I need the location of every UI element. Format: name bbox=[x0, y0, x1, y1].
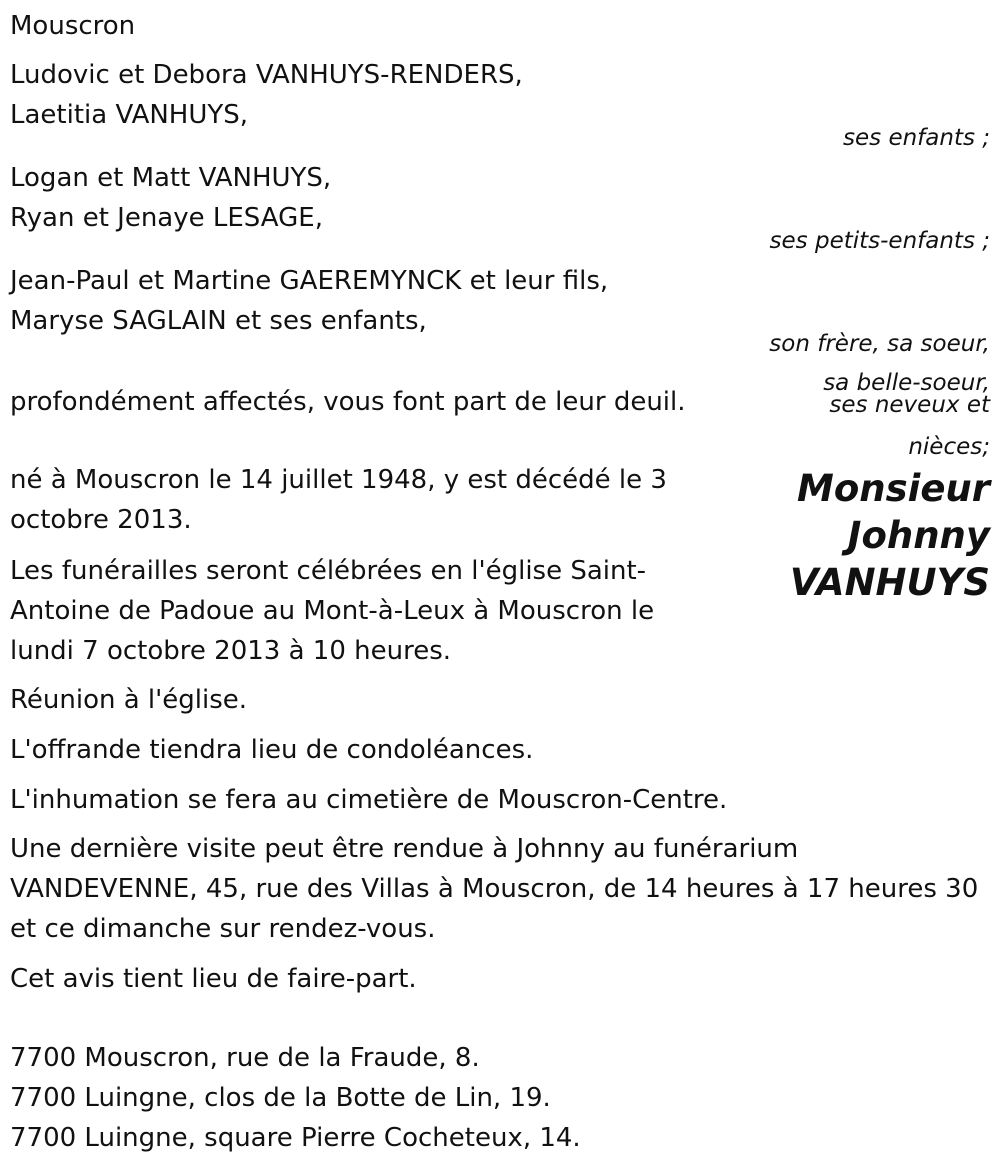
funeral-line-3: lundi 7 octobre 2013 à 10 heures. bbox=[10, 636, 452, 666]
inlaws-label-2: ses neveux et bbox=[829, 392, 990, 418]
deceased-title: Monsieur bbox=[797, 467, 990, 510]
siblings-label: son frère, sa soeur, bbox=[769, 331, 990, 357]
funeral-line-2: Antoine de Padoue au Mont-à-Leux à Mouscron le bbox=[10, 596, 655, 626]
city-heading: Mouscron bbox=[10, 11, 136, 41]
address-3: 7700 Luingne, square Pierre Cocheteux, 14. bbox=[10, 1123, 581, 1153]
address-2: 7700 Luingne, clos de la Botte de Lin, 19. bbox=[10, 1083, 551, 1113]
notice: Cet avis tient lieu de faire-part. bbox=[10, 964, 417, 994]
inlaws-label-1: sa belle-soeur, bbox=[823, 370, 990, 396]
children-label: ses enfants ; bbox=[843, 125, 990, 151]
siblings-line-2: Maryse SAGLAIN et ses enfants, bbox=[10, 306, 427, 336]
siblings-line-1: Jean-Paul et Martine GAEREMYNCK et leur fils, bbox=[10, 266, 609, 296]
children-line-2: Laetitia VANHUYS, bbox=[10, 100, 249, 130]
announcement: profondément affectés, vous font part de leur deuil. bbox=[10, 387, 686, 417]
grandchildren-line-2: Ryan et Jenaye LESAGE, bbox=[10, 203, 323, 233]
burial-info: L'inhumation se fera au cimetière de Mouscron-Centre. bbox=[10, 785, 728, 815]
deceased-last-name: VANHUYS bbox=[789, 561, 990, 604]
deceased-name bbox=[790, 465, 990, 606]
offering-info: L'offrande tiendra lieu de condoléances. bbox=[10, 735, 534, 765]
meeting-info: Réunion à l'église. bbox=[10, 685, 248, 715]
inlaws-label-3: nièces; bbox=[908, 434, 990, 460]
funeral-line-1: Les funérailles seront célébrées en l'église Saint- bbox=[10, 556, 647, 586]
address-1: 7700 Mouscron, rue de la Fraude, 8. bbox=[10, 1043, 480, 1073]
birth-line-2: octobre 2013. bbox=[10, 505, 192, 535]
grandchildren-line-1: Logan et Matt VANHUYS, bbox=[10, 163, 332, 193]
children-line-1: Ludovic et Debora VANHUYS-RENDERS, bbox=[10, 60, 523, 90]
visit-line-3: et ce dimanche sur rendez-vous. bbox=[10, 914, 436, 944]
grandchildren-label: ses petits-enfants ; bbox=[769, 228, 990, 254]
deceased-first-name: Johnny bbox=[847, 514, 990, 557]
visit-line-2: VANDEVENNE, 45, rue des Villas à Mouscron, de 14 heures à 17 heures 30 bbox=[10, 874, 979, 904]
visit-line-1: Une dernière visite peut être rendue à Johnny au funérarium bbox=[10, 834, 799, 864]
birth-line-1: né à Mouscron le 14 juillet 1948, y est décédé le 3 bbox=[10, 465, 667, 495]
